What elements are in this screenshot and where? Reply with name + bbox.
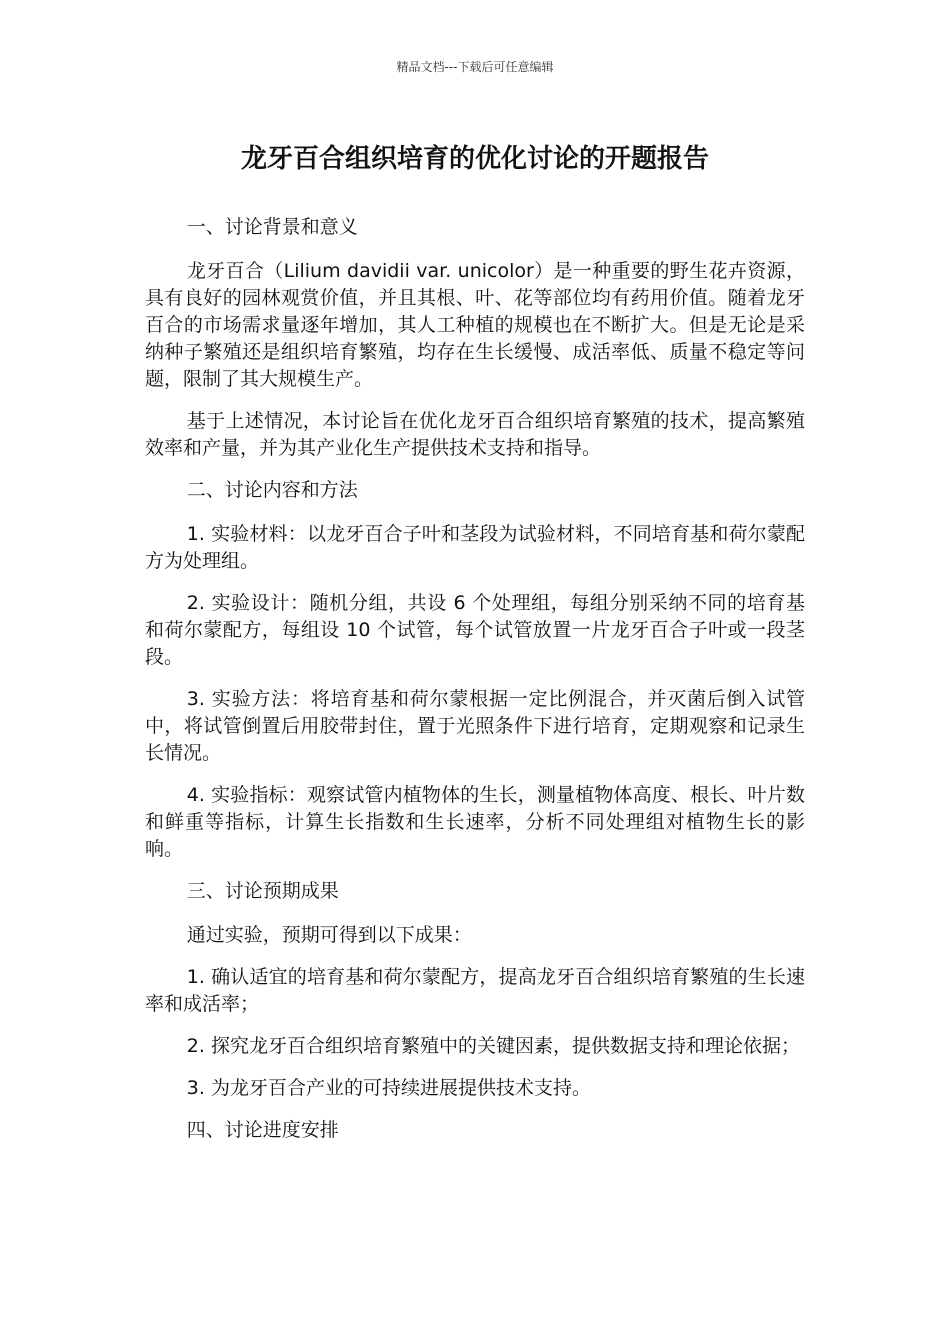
section-heading-background: 一、讨论背景和意义 (186, 216, 358, 238)
paragraph-expected-intro: 通过实验，预期可得到以下成果： (186, 924, 472, 946)
section-heading-methods: 二、讨论内容和方法 (186, 479, 358, 501)
header-note: 精品文档---下载后可任意编辑 (396, 60, 554, 74)
paragraph-expected-item-2: 2. 探究龙牙百合组织培育繁殖中的关键因素，提供数据支持和理论依据； (186, 1035, 800, 1057)
paragraph-background-intro: 龙牙百合（Lilium davidii var. unicolor）是一种重要的野生花卉资源，具有良好的园林观赏价值，并且其根、叶、花等部位均有药用价值。随着龙牙百合的市场需求量逐年增加，其人工种植的规模也在不断扩大。但是无论是采纳种子繁殖还是组织培育繁殖，均存在生长缓慢、成活率低、质量不稳定等问题，限制了其大规模生产。 (145, 260, 805, 390)
paragraph-materials: 1. 实验材料：以龙牙百合子叶和茎段为试验材料，不同培育基和荷尔蒙配方为处理组。 (145, 523, 805, 572)
paragraph-research-goal: 基于上述情况，本讨论旨在优化龙牙百合组织培育繁殖的技术，提高繁殖效率和产量，并为其产业化生产提供技术支持和指导。 (145, 410, 805, 459)
paragraph-expected-item-3: 3. 为龙牙百合产业的可持续进展提供技术支持。 (186, 1077, 591, 1099)
paragraph-expected-item-1: 1. 确认适宜的培育基和荷尔蒙配方，提高龙牙百合组织培育繁殖的生长速率和成活率； (145, 966, 805, 1015)
paragraph-indicators: 4. 实验指标：观察试管内植物体的生长，测量植物体高度、根长、叶片数和鲜重等指标，计算生长指数和生长速率，分析不同处理组对植物生长的影响。 (145, 784, 805, 860)
paragraph-design: 2. 实验设计：随机分组，共设 6 个处理组，每组分别采纳不同的培育基和荷尔蒙配方，每组设 10 个试管，每个试管放置一片龙牙百合子叶或一段茎段。 (145, 592, 805, 668)
section-heading-expected-results: 三、讨论预期成果 (186, 880, 339, 902)
paragraph-method: 3. 实验方法：将培育基和荷尔蒙根据一定比例混合，并灭菌后倒入试管中，将试管倒置后用胶带封住，置于光照条件下进行培育，定期观察和记录生长情况。 (145, 688, 805, 764)
section-heading-schedule: 四、讨论进度安排 (186, 1119, 339, 1141)
document-title: 龙牙百合组织培育的优化讨论的开题报告 (240, 144, 709, 174)
document-body (145, 214, 805, 1161)
